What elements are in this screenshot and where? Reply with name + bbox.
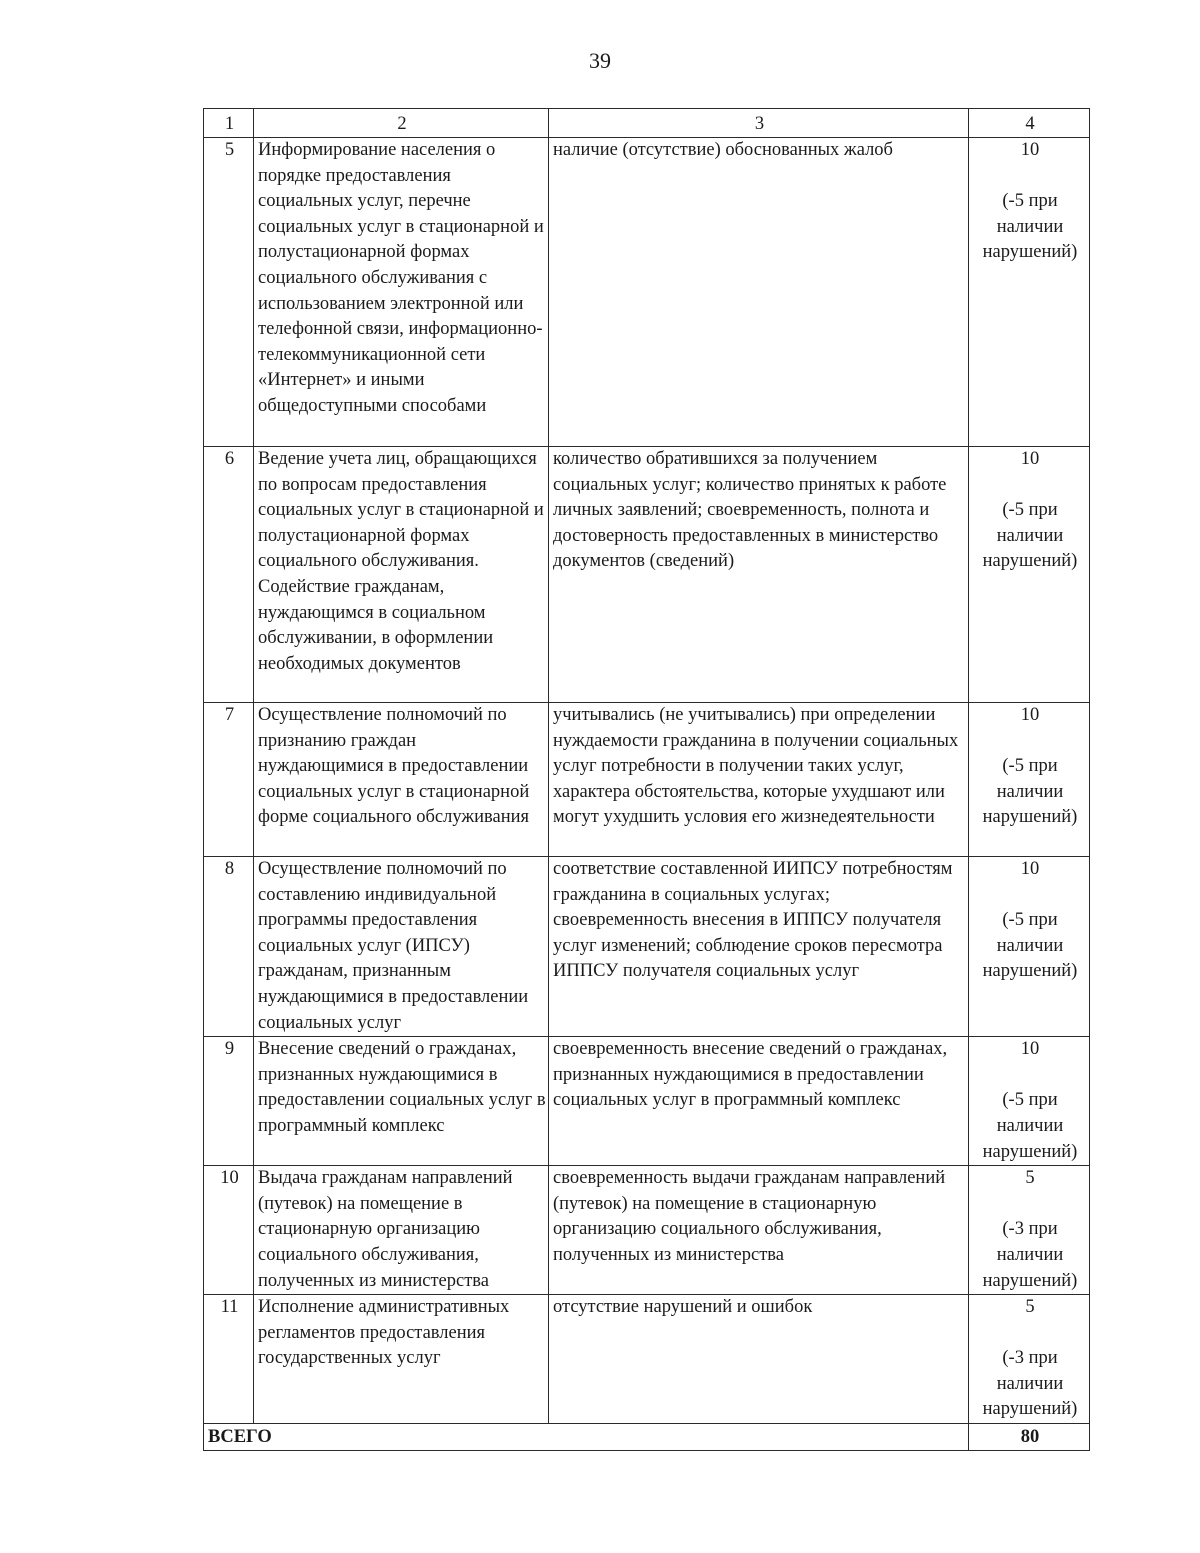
criterion-cell: количество обратившихся за получением социальных услуг; количество принятых к работе личных заявлений; своевременность, полнота и достоверность предоставленных в министерство документов (сведений): [549, 447, 969, 703]
criterion-cell: учитывались (не учитывались) при определении нуждаемости гражданина в получении социальных услуг потребности в получении таких услуг, характера обстоятельства, которые ухудшают или могут ухудшить условия его жизнедеятельности: [549, 703, 969, 857]
activity-cell: Осуществление полномочий по составлению индивидуальной программы предоставления социальных услуг (ИПСУ) гражданам, признанным нуждающимися в предоставлении социальных услуг: [254, 857, 549, 1037]
score-cell: [969, 1295, 1090, 1424]
column-number-3: 3: [549, 109, 969, 138]
penalty-note: (-5 при наличии нарушений): [982, 1090, 1078, 1162]
score-value: 10: [1020, 705, 1040, 725]
score-cell: [969, 857, 1090, 1037]
activity-cell: Внесение сведений о гражданах, признанных нуждающимися в предоставлении социальных услуг в программный комплекс: [254, 1037, 549, 1166]
score-cell: [969, 703, 1090, 857]
score-cell: [969, 1037, 1090, 1166]
table-row: [204, 1037, 1090, 1166]
column-number-2: 2: [254, 109, 549, 138]
row-number: 10: [204, 1166, 254, 1295]
table-row: [204, 703, 1090, 857]
column-number-row: [204, 109, 1090, 138]
table-row: [204, 1166, 1090, 1295]
table-row: [204, 1295, 1090, 1424]
score-value: 10: [1020, 449, 1040, 469]
criterion-cell: соответствие составленной ИИПСУ потребностям гражданина в социальных услугах; своевременность внесения в ИППСУ получателя услуг изменений; соблюдение сроков пересмотра ИППСУ получателя социальных услуг: [549, 857, 969, 1037]
page-number: 39: [589, 48, 611, 73]
activity-cell: Исполнение административных регламентов предоставления государственных услуг: [254, 1295, 549, 1424]
row-number: 9: [204, 1037, 254, 1166]
penalty-note: (-3 при наличии нарушений): [982, 1219, 1078, 1291]
criterion-cell: наличие (отсутствие) обоснованных жалоб: [549, 138, 969, 447]
score-cell: [969, 138, 1090, 447]
row-number: 6: [204, 447, 254, 703]
row-number: 8: [204, 857, 254, 1037]
row-number: 5: [204, 138, 254, 447]
score-cell: [969, 1166, 1090, 1295]
penalty-note: (-5 при наличии нарушений): [982, 756, 1078, 828]
row-number: 7: [204, 703, 254, 857]
activity-cell: Осуществление полномочий по признанию граждан нуждающимися в предоставлении социальных услуг в стационарной форме социального обслуживания: [254, 703, 549, 857]
total-label: ВСЕГО: [204, 1424, 549, 1451]
row-number: 11: [204, 1295, 254, 1424]
penalty-note: (-5 при наличии нарушений): [982, 191, 1078, 263]
score-value: 5: [1025, 1297, 1035, 1318]
score-value: 10: [1020, 1039, 1040, 1060]
total-empty-cell: [549, 1424, 969, 1451]
table-row: [204, 857, 1090, 1037]
evaluation-criteria-table: [203, 108, 1090, 1451]
table-row: [204, 447, 1090, 703]
score-value: 10: [1020, 859, 1040, 879]
penalty-note: (-5 при наличии нарушений): [982, 500, 1078, 572]
activity-cell: Информирование населения о порядке предоставления социальных услуг, перечне социальных услуг в стационарной и полустационарной формах социального обслуживания с использованием электронной или телефонной связи, информационно-телекоммуникационной сети «Интернет» и иными общедоступными способами: [254, 138, 549, 447]
score-value: 10: [1020, 140, 1040, 160]
criterion-cell: отсутствие нарушений и ошибок: [549, 1295, 969, 1424]
penalty-note: (-3 при наличии нарушений): [982, 1348, 1078, 1420]
criterion-cell: своевременность выдачи гражданам направлений (путевок) на помещение в стационарную организацию социального обслуживания, полученных из министерства: [549, 1166, 969, 1295]
penalty-note: (-5 при наличии нарушений): [982, 910, 1078, 982]
column-number-4: 4: [969, 109, 1090, 138]
table-row: [204, 138, 1090, 447]
score-value: 5: [1025, 1168, 1035, 1189]
activity-cell: Ведение учета лиц, обращающихся по вопросам предоставления социальных услуг в стационарной и полустационарной формах социального обслуживания. Содействие гражданам, нуждающимся в социальном обслуживании, в оформлении необходимых документов: [254, 447, 549, 703]
score-cell: [969, 447, 1090, 703]
total-row: [204, 1424, 1090, 1451]
activity-cell: Выдача гражданам направлений (путевок) на помещение в стационарную организацию социального обслуживания, полученных из министерства: [254, 1166, 549, 1295]
column-number-1: 1: [204, 109, 254, 138]
criterion-cell: своевременность внесение сведений о гражданах, признанных нуждающимися в предоставлении социальных услуг в программный комплекс: [549, 1037, 969, 1166]
total-value: 80: [969, 1424, 1090, 1451]
